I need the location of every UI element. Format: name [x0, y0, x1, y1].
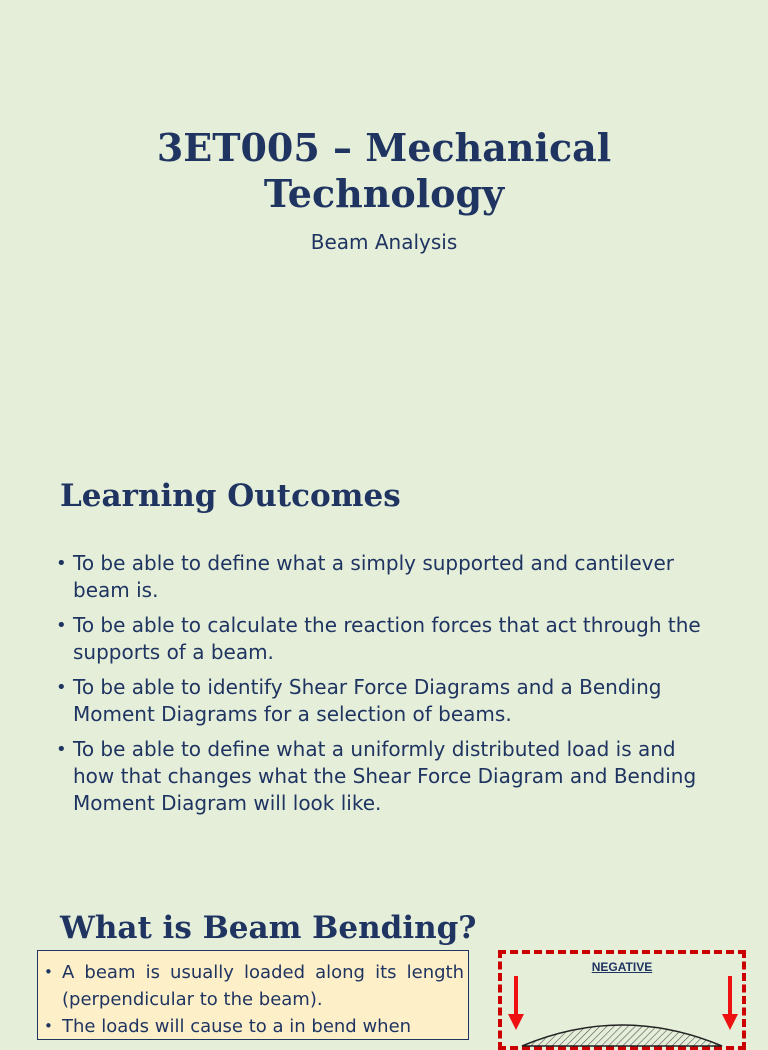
list-item [56, 674, 716, 728]
left-load-arrow-icon [508, 976, 524, 1030]
beam-bending-heading: What is Beam Bending? [60, 910, 477, 946]
title-slide [0, 0, 768, 440]
list-item [56, 736, 716, 817]
list-item-text: A beam is usually loaded along its length (perpendicular to the beam). [62, 962, 464, 1010]
beam-bending-slide [0, 880, 768, 1037]
bullet-icon: • [56, 553, 67, 574]
slide-subtitle: Beam Analysis [310, 230, 458, 254]
learning-outcomes-slide [0, 440, 768, 880]
title-line-2: Technology [263, 171, 505, 216]
list-item-text: To be able to identify Shear Force Diagrams and a Bending Moment Diagrams for a selection of beams. [73, 675, 662, 726]
learning-outcomes-heading: Learning Outcomes [60, 478, 401, 514]
right-load-arrow-icon [722, 976, 738, 1030]
negative-bending-diagram [498, 950, 746, 1050]
title-line-1: 3ET005 – Mechanical [156, 125, 612, 170]
learning-outcomes-list [56, 550, 716, 825]
list-item [56, 612, 716, 666]
bullet-icon: • [44, 1017, 53, 1035]
list-item-text: To be able to define what a simply supported and cantilever beam is. [73, 551, 674, 602]
bullet-icon: • [56, 677, 67, 698]
list-item [42, 959, 464, 1013]
list-item [42, 1013, 464, 1040]
list-item-text: The loads will cause to a in bend when [62, 1016, 412, 1037]
bullet-icon: • [44, 963, 53, 981]
list-item-text: To be able to define what a uniformly distributed load is and how that changes what the Shear Force Diagram and Bending Moment Diagram will look like. [73, 737, 697, 815]
list-item [56, 550, 716, 604]
beam-bending-list [42, 959, 464, 1040]
negative-label: NEGATIVE [591, 960, 653, 974]
bent-beam [522, 1025, 722, 1046]
bullet-icon: • [56, 615, 67, 636]
bullet-icon: • [56, 739, 67, 760]
beam-bending-text-box [37, 950, 469, 1040]
slide-title [0, 125, 768, 217]
list-item-text: To be able to calculate the reaction forces that act through the supports of a beam. [73, 613, 701, 664]
